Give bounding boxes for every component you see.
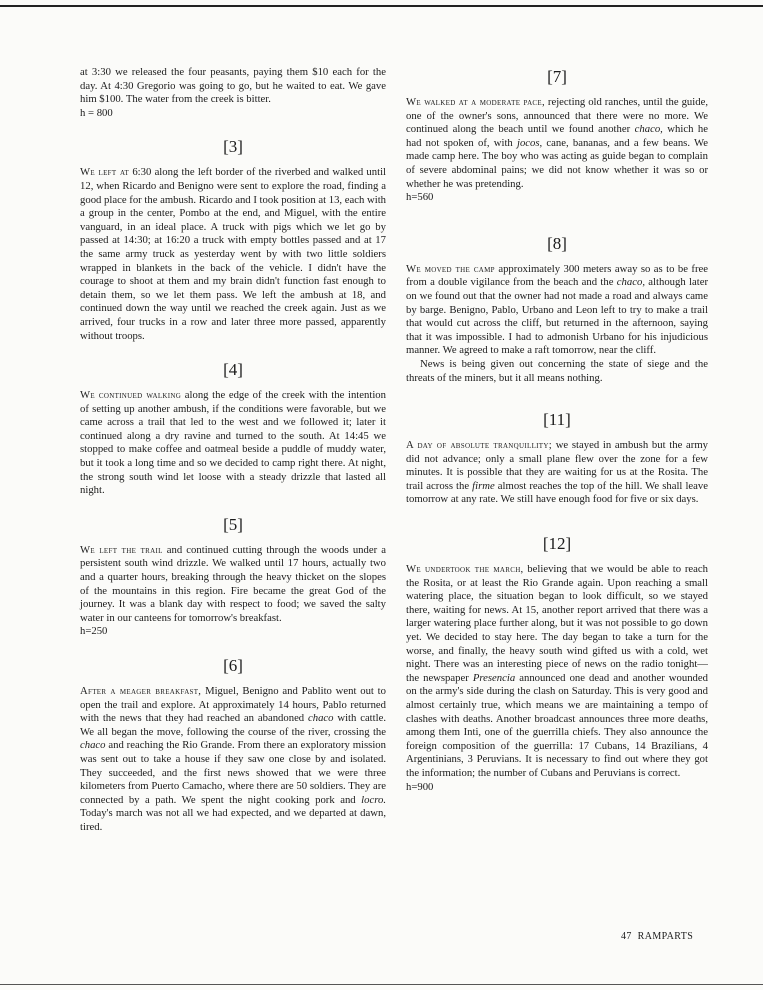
section-heading-11: [11]	[543, 410, 571, 430]
altitude-note: h = 800	[80, 106, 113, 119]
magazine-name: RAMPARTS	[637, 931, 694, 942]
italic-term: locro.	[361, 793, 386, 806]
italic-term: Presencia	[472, 671, 516, 684]
section-6-text: with cattle. We all began the move, following the course of the river, crossing the	[80, 712, 387, 738]
italic-term: chaco,	[634, 123, 663, 136]
section-4-text: along the edge of the creek with the intention of setting up another ambush, if the conditions were favorable, but we came across a trail that led to the west and we followed it; later it continued along a dry ravine and turned to the south. At 14:45 we stopped to make coffee and oatmeal beside a puddle of muddy water, but it took a long time and so we decided to camp right there. At night, the strong south wind let loose with a steady drizzle that lasted all night.	[80, 389, 386, 497]
section-5-text: and continued cutting through the woods under a persistent south wind drizzle. We walked until 17 hours, actually two and a quarter hours, breaking through the heavy thicket on the slopes of the mountains in this region. Fire became the great God of the journey. It was a blank day with respect to food; we saved the salty water in our canteens for tomorrow's breakfast.	[80, 543, 386, 624]
top-rule	[0, 5, 763, 7]
altitude-note: h=560	[406, 191, 434, 204]
opening-paragraph	[80, 66, 386, 107]
page-number: 47	[621, 931, 632, 942]
section-8-lead: We moved the camp	[406, 262, 495, 275]
section-8-text: although later on we found out that the owner had not made a road and always came by barge. Benigno, Pablo, Urbano and Leon left to try to make a trail that would cut across the cliff, but returned in the afternoon, saying that it was impossible. I had to admonish Urbano for his injudicious manner. We agreed to make a raft tomorrow, near the cliff.	[406, 276, 709, 357]
section-12-paragraph	[406, 563, 708, 781]
section-12-lead: We undertook the march,	[406, 563, 524, 576]
bottom-rule	[0, 984, 763, 985]
italic-term: chaco	[308, 712, 334, 725]
section-heading-8: [8]	[547, 233, 567, 253]
section-6-lead: After a meager breakfast,	[80, 685, 202, 697]
section-7-paragraph	[406, 96, 708, 191]
section-3-paragraph	[80, 166, 386, 343]
section-heading-12: [12]	[542, 534, 572, 554]
section-heading-5: [5]	[223, 514, 243, 534]
section-5-paragraph	[80, 544, 386, 626]
section-6-text: and reaching the Rio Grande. From there an exploratory mission was sent out to take a house if they saw one close by and isolated. They succeeded, and the first news showed that we were three kilometers from Puerto Camacho, where there are 50 soldiers. They are connected by a path. We spent the night cooking pork and	[80, 739, 386, 806]
left-column	[80, 66, 386, 835]
page-footer	[621, 931, 693, 942]
section-6-paragraph	[80, 685, 386, 835]
section-7-text: rejecting old ranches, until the guide, one of the owner's sons, announced that there were no more. We continued along the beach until we found another	[406, 96, 708, 136]
section-7-text: which he had not spoken of, with	[406, 123, 708, 149]
section-5-lead: We left the trail	[80, 543, 163, 556]
altitude-note: h=250	[80, 625, 108, 638]
section-3-lead: We left at	[80, 166, 130, 179]
section-8-paragraph	[406, 263, 708, 358]
section-7-lead: We walked at a moderate pace,	[406, 96, 545, 108]
italic-term: firme	[472, 479, 495, 492]
altitude-note: h=900	[406, 780, 434, 793]
section-7-text: cane, bananas, and a few beans. We made camp here. The boy who was acting as guide began to complain of severe abdominal pains; we did not know whether it was so or whether he was pretending.	[406, 136, 708, 190]
section-heading-7: [7]	[547, 67, 567, 86]
section-11-text: we stayed in ambush but the army did not advance; only a small plane flew over the zone for a few minutes. It is possible that they are waiting for us at the Rosita. The trail across the	[406, 439, 708, 492]
section-11-text: almost reaches the top of the hill. We shall leave tomorrow at any rate. We still have enough food for five or six days.	[406, 479, 708, 506]
section-8-paragraph-2: News is being given out concerning the state of siege and the threats of the miners, but it all means nothing.	[406, 357, 708, 384]
section-12-text: announced one dead and another wounded on the army's side during the clash on Saturday. This is very good and almost certainly true, which means we are maintaining a tempo of clashes with deaths. Another broadcast announces three more deaths, among them Inti, one of the guerrilla chiefs. They also announce the foreign composition of the guerrilla: 17 Cubans, 14 Brazilians, 4 Argentinians, 3 Peruvians. It is necessary to find out where they got the information; the number of Cubans and Peruvians is correct.	[406, 671, 708, 779]
right-column	[406, 68, 708, 794]
section-heading-4: [4]	[223, 360, 243, 380]
section-6-text: Miguel, Benigno and Pablito went out to open the trail and explore. At approximately 14 hours, Pablo returned with the news that they had reached an abandoned	[80, 685, 386, 725]
section-6-text: Today's march was not all we had expected, and we departed at dawn, tired.	[80, 807, 386, 833]
section-heading-3: [3]	[223, 137, 243, 157]
section-heading-6: [6]	[223, 656, 243, 675]
italic-term: chaco	[80, 739, 106, 752]
section-4-lead: We continued walking	[80, 389, 182, 402]
italic-term: chaco,	[616, 276, 645, 289]
italic-term: jocos,	[516, 136, 543, 149]
section-11-lead: A day of absolute tranquillity;	[406, 439, 552, 452]
section-4-paragraph	[80, 389, 386, 498]
section-3-text: 6:30 along the left border of the riverbed and walked until 12, when Ricardo and Benigno were sent to explore the road, finding a good place for the ambush. Ricardo and I took position at 13, each with a group in the center, Pombo at the end, and Miguel, with the entire vanguard, in an ideal place. A truck with pigs which we let go by passed at 14:30; at 16:20 a truck with empty bottles passed and at 17 the same army truck as yesterday went by with two little soldiers wrapped in blankets in the back of the vehicle. I didn't have the courage to shoot at them and my brain didn't function fast enough to detain them, so we let them pass. We left the ambush at 18, and continued down the way until we reached the creek again. Just as we arrived, four trucks in a row and later three more passed, apparently without troops.	[80, 166, 387, 342]
section-12-text: believing that we would be able to reach the Rosita, or at least the Rio Grande again. Upon reaching a small watering place, the situation began to look difficult, so we stayed there, waiting for news. At 15, another report arrived that there was a larger watering place further along, but it was not possible to go down yet. We decided to stay here. The day began to take a turn for the worse, and finally, the heavy south wind gifted us with a cold, wet night. There was an interesting piece of news on the radio tonight—the newspaper	[406, 563, 708, 684]
opening-text: at 3:30 we released the four peasants, paying them $10 each for the day. At 4:30 Gregorio was going to go, but he waited to eat. We gave him $100. The water from the creek is bitter.	[80, 66, 386, 106]
section-11-paragraph	[406, 439, 708, 507]
section-8-text: approximately 300 meters away so as to be free from a double vigilance from the beach and the	[406, 262, 709, 289]
